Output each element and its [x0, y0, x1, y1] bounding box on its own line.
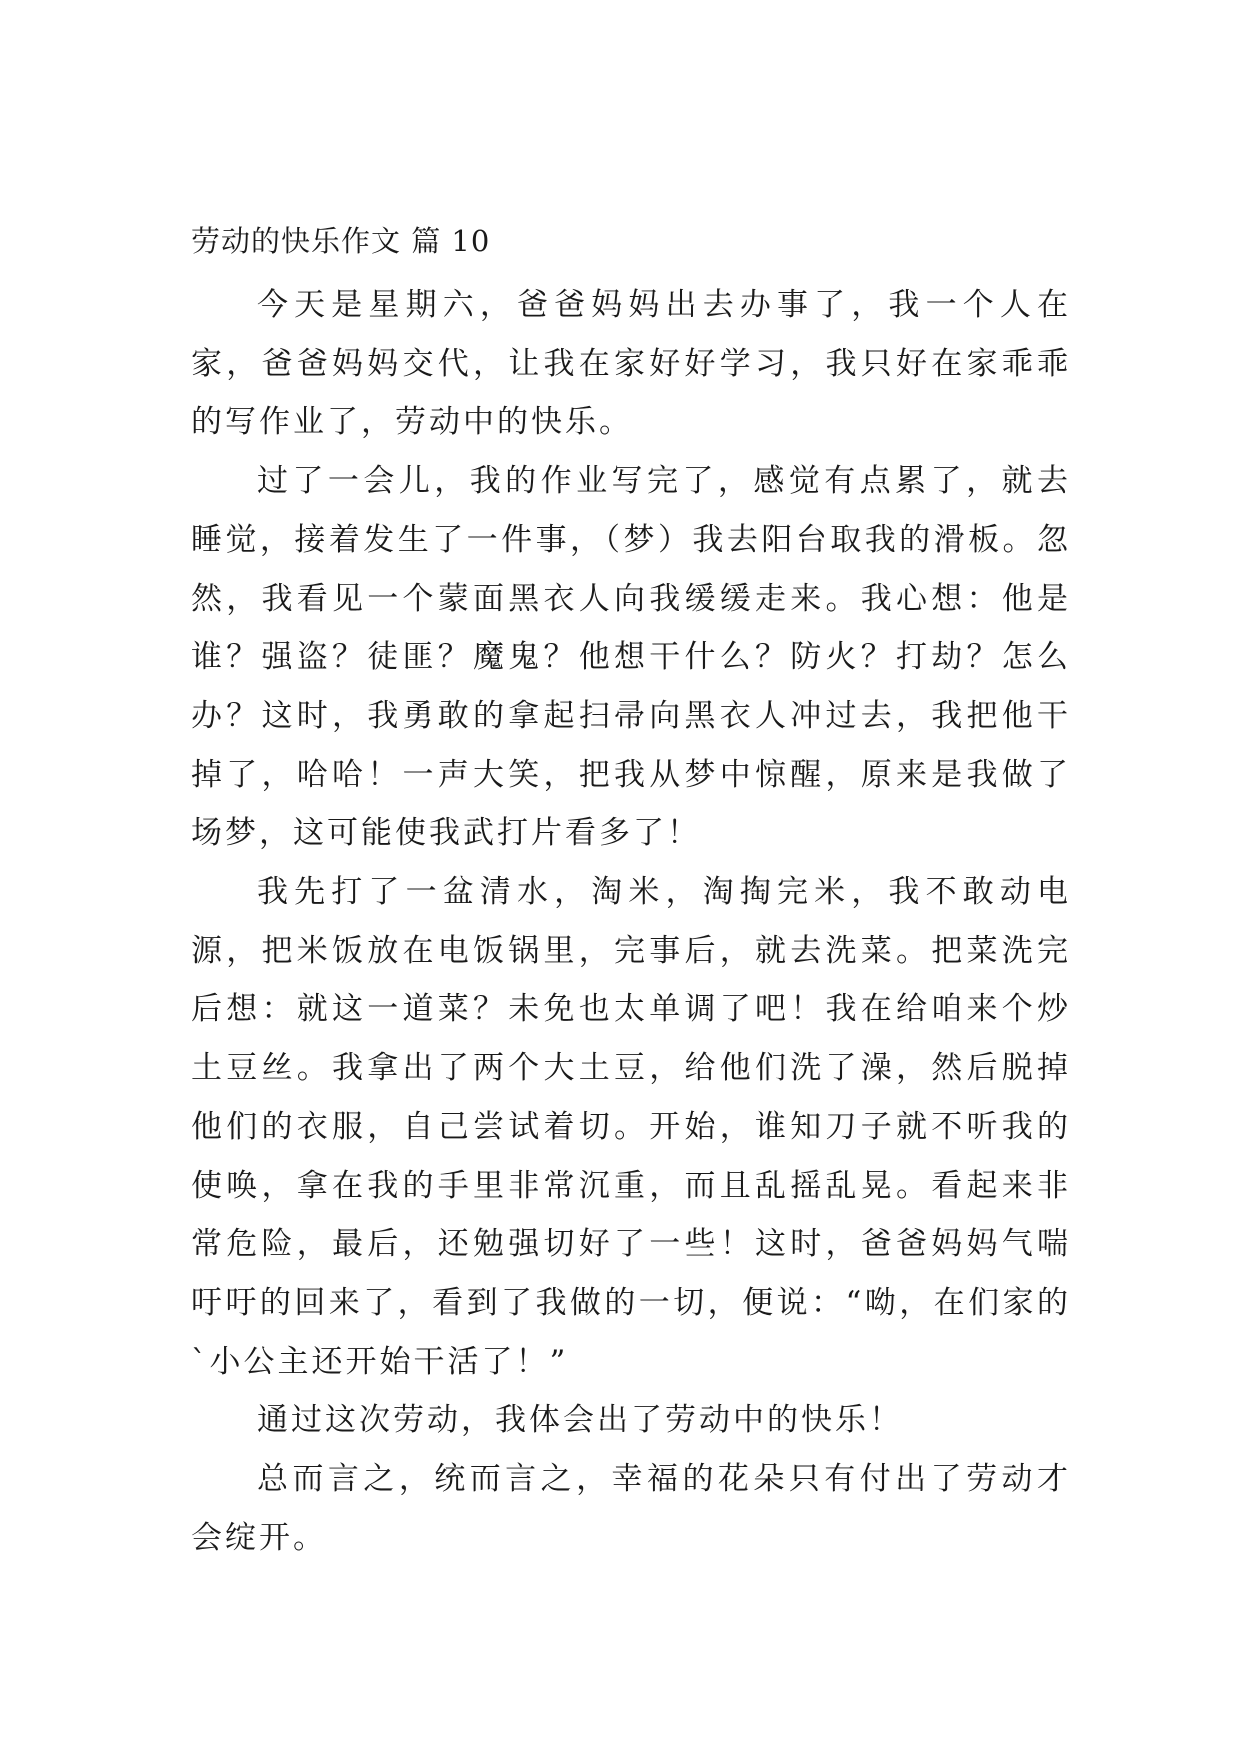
paragraph: 今天是星期六，爸爸妈妈出去办事了，我一个人在家，爸爸妈妈交代，让我在家好好学习，我只好在家乖乖的写作业了，劳动中的快乐。	[191, 287, 1071, 441]
paragraph: 我先打了一盆清水，淘米，淘掏完米，我不敢动电源，把米饭放在电饭锅里，完事后，就去洗菜。把菜洗完后想：就这一道菜？未免也太单调了吧！我在给咱来个炒土豆丝。我拿出了两个大土豆，给他们洗了澡，然后脱掉他们的衣服，自己尝试着切。开始，谁知刀子就不听我的使唤，拿在我的手里非常沉重，而且乱摇乱晃。看起来非常危险，最后，还勉强切好了一些！这时，爸爸妈妈气喘吁吁的回来了，看到了我做的一切，便说：“呦，在们家的`小公主还开始干活了！”	[191, 874, 1071, 1380]
paragraph: 总而言之，统而言之，幸福的花朵只有付出了劳动才会绽开。	[191, 1461, 1071, 1556]
document-title: 劳动的快乐作文 篇 10	[191, 224, 491, 258]
article-body	[191, 276, 1071, 1567]
paragraph: 过了一会儿，我的作业写完了，感觉有点累了，就去睡觉，接着发生了一件事，（梦）我去阳台取我的滑板。忽然，我看见一个蒙面黑衣人向我缓缓走来。我心想：他是谁？强盗？徒匪？魔鬼？他想干什么？防火？打劫？怎么办？这时，我勇敢的拿起扫帚向黑衣人冲过去，我把他干掉了，哈哈！一声大笑，把我从梦中惊醒，原来是我做了场梦，这可能使我武打片看多了！	[191, 463, 1071, 852]
paragraph: 通过这次劳动，我体会出了劳动中的快乐！	[257, 1402, 903, 1439]
